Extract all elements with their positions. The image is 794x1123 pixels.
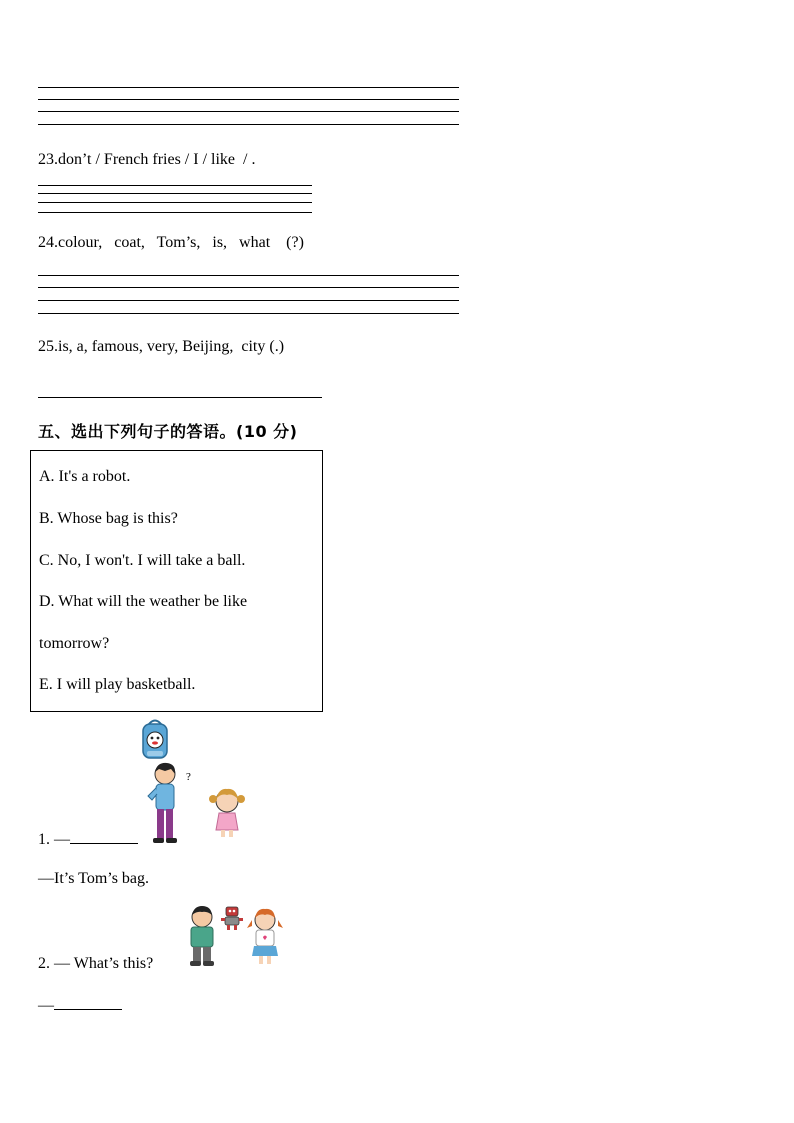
boy-figure: [143, 762, 185, 844]
answer-line: [38, 99, 459, 100]
option-d: D. What will the weather be like: [39, 593, 248, 610]
option-d-continued: tomorrow?: [39, 635, 110, 652]
question-25: 25.is, a, famous, very, Beijing, city (.): [38, 338, 285, 355]
dialog-2-prompt: 2. — What’s this?: [38, 955, 154, 972]
answer-line: [38, 287, 459, 288]
dialog-1-answer: —It’s Tom’s bag.: [38, 870, 150, 887]
answer-line: [38, 87, 459, 88]
answer-line: [38, 397, 322, 398]
option-e: E. I will play basketball.: [39, 676, 196, 693]
question-24: 24.colour, coat, Tom’s, is, what (?): [38, 234, 304, 251]
answer-line: [38, 275, 459, 276]
answer-line: [38, 193, 312, 194]
section-heading: 五、选出下列句子的答语。(10 分): [38, 422, 298, 441]
option-c: C. No, I won't. I will take a ball.: [39, 552, 246, 569]
dialog-1-prompt: 1. —: [38, 829, 138, 850]
answer-line: [38, 111, 459, 112]
options-box: [30, 450, 323, 712]
answer-line: [38, 124, 459, 125]
option-b: B. Whose bag is this?: [39, 510, 178, 527]
answer-line: [38, 185, 312, 186]
dialog-2-answer: —: [38, 995, 122, 1016]
answer-line: [38, 212, 312, 213]
boy-figure: [185, 905, 219, 967]
answer-line: [38, 202, 312, 203]
backpack-icon: [140, 718, 170, 760]
option-a: A. It's a robot.: [39, 468, 131, 485]
answer-blank[interactable]: [70, 829, 138, 844]
answer-line: [38, 300, 459, 301]
girl-figure: [244, 906, 286, 968]
question-23: 23.don’t / French fries / I / like / .: [38, 151, 256, 168]
robot-icon: [220, 905, 244, 931]
answer-blank[interactable]: [54, 995, 122, 1010]
question-mark: ?: [186, 771, 191, 783]
girl-figure: [207, 785, 247, 839]
answer-line: [38, 313, 459, 314]
